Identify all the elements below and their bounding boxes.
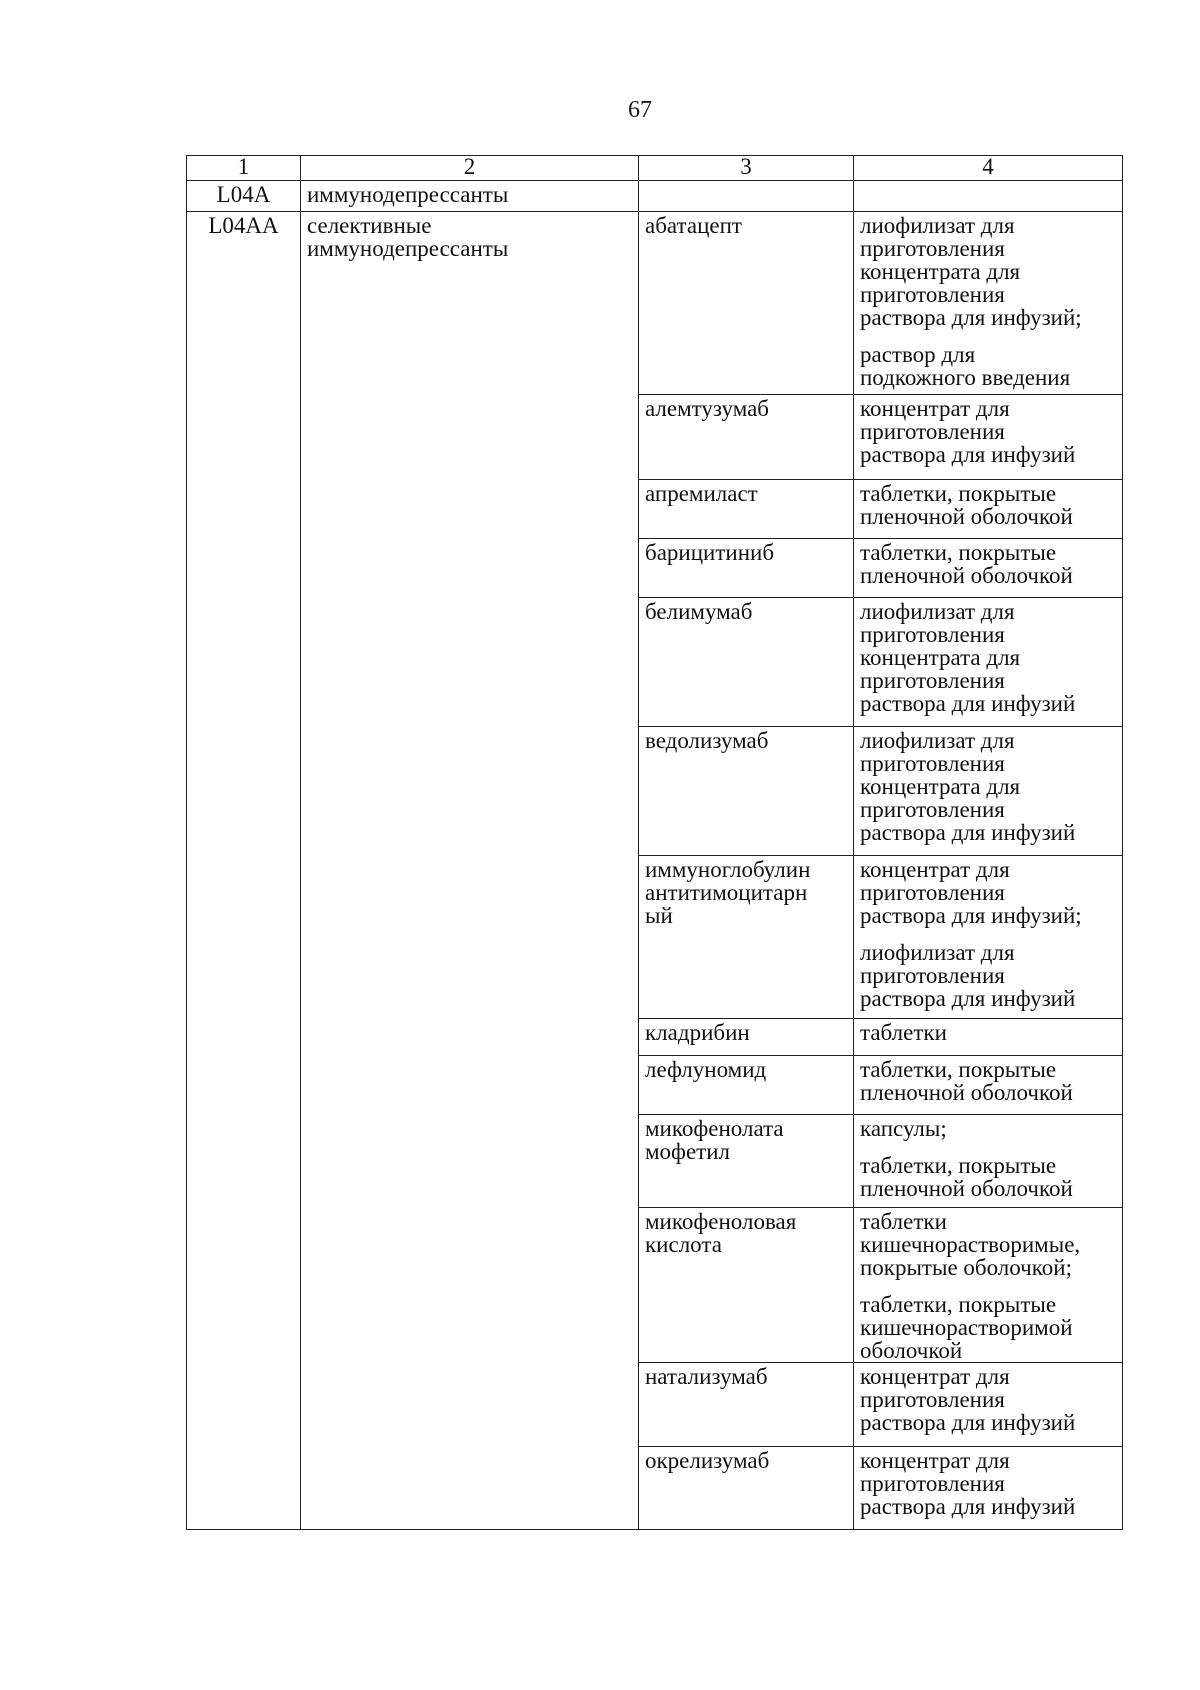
- column-header-1: 1: [187, 156, 301, 181]
- group-name: иммунодепрессанты: [307, 182, 509, 207]
- dosage-form: таблетки, покрытые кишечнорастворимой оболочкой: [860, 1292, 1073, 1363]
- drug-name: барицитиниб: [645, 540, 775, 565]
- column-header-3: 3: [639, 156, 854, 181]
- empty-cell: [639, 181, 854, 212]
- page-number: 67: [628, 97, 652, 123]
- dosage-form-cell: [854, 1115, 1123, 1208]
- drug-name: абатацепт: [645, 213, 742, 238]
- table-row: [187, 212, 1123, 395]
- dosage-form: таблетки, покрытые пленочной оболочкой: [860, 1057, 1073, 1105]
- subgroup-code: L04AA: [208, 213, 279, 238]
- dosage-form-cell: [854, 856, 1123, 1019]
- dosage-form: таблетки, покрытые пленочной оболочкой: [860, 1153, 1073, 1201]
- dosage-form: капсулы;: [860, 1116, 947, 1141]
- dosage-form-cell: [854, 212, 1123, 395]
- drug-name: окрелизумаб: [645, 1448, 770, 1473]
- drug-name: апремиласт: [645, 481, 758, 506]
- subgroup-name: селективные иммунодепрессанты: [307, 213, 509, 261]
- drug-name: ведолизумаб: [645, 728, 769, 753]
- dosage-form-cell: [854, 1363, 1123, 1447]
- drug-name-cell: [639, 1056, 854, 1115]
- drug-name-cell: [639, 1208, 854, 1363]
- dosage-form: лиофилизат для приготовления концентрата для приготовления раствора для инфузий: [860, 599, 1076, 716]
- drug-name-cell: [639, 727, 854, 856]
- column-header-4: 4: [854, 156, 1123, 181]
- drug-name: микофеноловая кислота: [645, 1209, 797, 1257]
- dosage-form: таблетки, покрытые пленочной оболочкой: [860, 540, 1073, 588]
- dosage-form: концентрат для приготовления раствора для инфузий;: [860, 857, 1082, 928]
- group-name-cell: [301, 181, 639, 212]
- dosage-form-cell: [854, 727, 1123, 856]
- drug-name: микофенолата мофетил: [645, 1116, 784, 1164]
- dosage-form: раствор для подкожного введения: [860, 342, 1071, 390]
- subgroup-code-cell: [187, 212, 301, 1530]
- atc-code: L04A: [216, 182, 271, 207]
- dosage-form-cell: [854, 598, 1123, 727]
- drug-classification-table: [186, 155, 1123, 1530]
- dosage-form: таблетки, покрытые пленочной оболочкой: [860, 481, 1073, 529]
- empty-cell: [854, 181, 1123, 212]
- dosage-form: концентрат для приготовления раствора для инфузий: [860, 396, 1076, 467]
- column-header-2: 2: [301, 156, 639, 181]
- drug-name-cell: [639, 539, 854, 598]
- drug-name: алемтузумаб: [645, 396, 770, 421]
- dosage-form: лиофилизат для приготовления раствора для инфузий: [860, 940, 1076, 1011]
- drug-name-cell: [639, 1363, 854, 1447]
- drug-name: натализумаб: [645, 1364, 768, 1389]
- drug-name-cell: [639, 856, 854, 1019]
- dosage-form: лиофилизат для приготовления концентрата для приготовления раствора для инфузий;: [860, 213, 1082, 330]
- drug-name-cell: [639, 395, 854, 480]
- dosage-form: лиофилизат для приготовления концентрата для приготовления раствора для инфузий: [860, 728, 1076, 845]
- dosage-form: концентрат для приготовления раствора для инфузий: [860, 1364, 1076, 1435]
- dosage-form: таблетки кишечнорастворимые, покрытые оболочкой;: [860, 1209, 1081, 1280]
- subgroup-name-cell: [301, 212, 639, 1530]
- dosage-form-cell: [854, 395, 1123, 480]
- dosage-form-cell: [854, 1447, 1123, 1530]
- drug-name: кладрибин: [645, 1020, 750, 1045]
- dosage-form: концентрат для приготовления раствора для инфузий: [860, 1448, 1076, 1519]
- dosage-form-cell: [854, 1019, 1123, 1056]
- dosage-form-cell: [854, 1056, 1123, 1115]
- atc-code-cell: [187, 181, 301, 212]
- drug-name: лефлуномид: [645, 1057, 767, 1082]
- drug-name-cell: [639, 1447, 854, 1530]
- table-header-row: [187, 156, 1123, 181]
- drug-name: белимумаб: [645, 599, 753, 624]
- dosage-form-cell: [854, 480, 1123, 539]
- dosage-form-cell: [854, 1208, 1123, 1363]
- group-row-l04a: [187, 181, 1123, 212]
- dosage-form-cell: [854, 539, 1123, 598]
- drug-name-cell: [639, 480, 854, 539]
- drug-name-cell: [639, 1115, 854, 1208]
- drug-name-cell: [639, 212, 854, 395]
- drug-name: иммуноглобулин антитимоцитарн ый: [645, 857, 811, 928]
- drug-name-cell: [639, 1019, 854, 1056]
- dosage-form: таблетки: [860, 1020, 947, 1045]
- drug-name-cell: [639, 598, 854, 727]
